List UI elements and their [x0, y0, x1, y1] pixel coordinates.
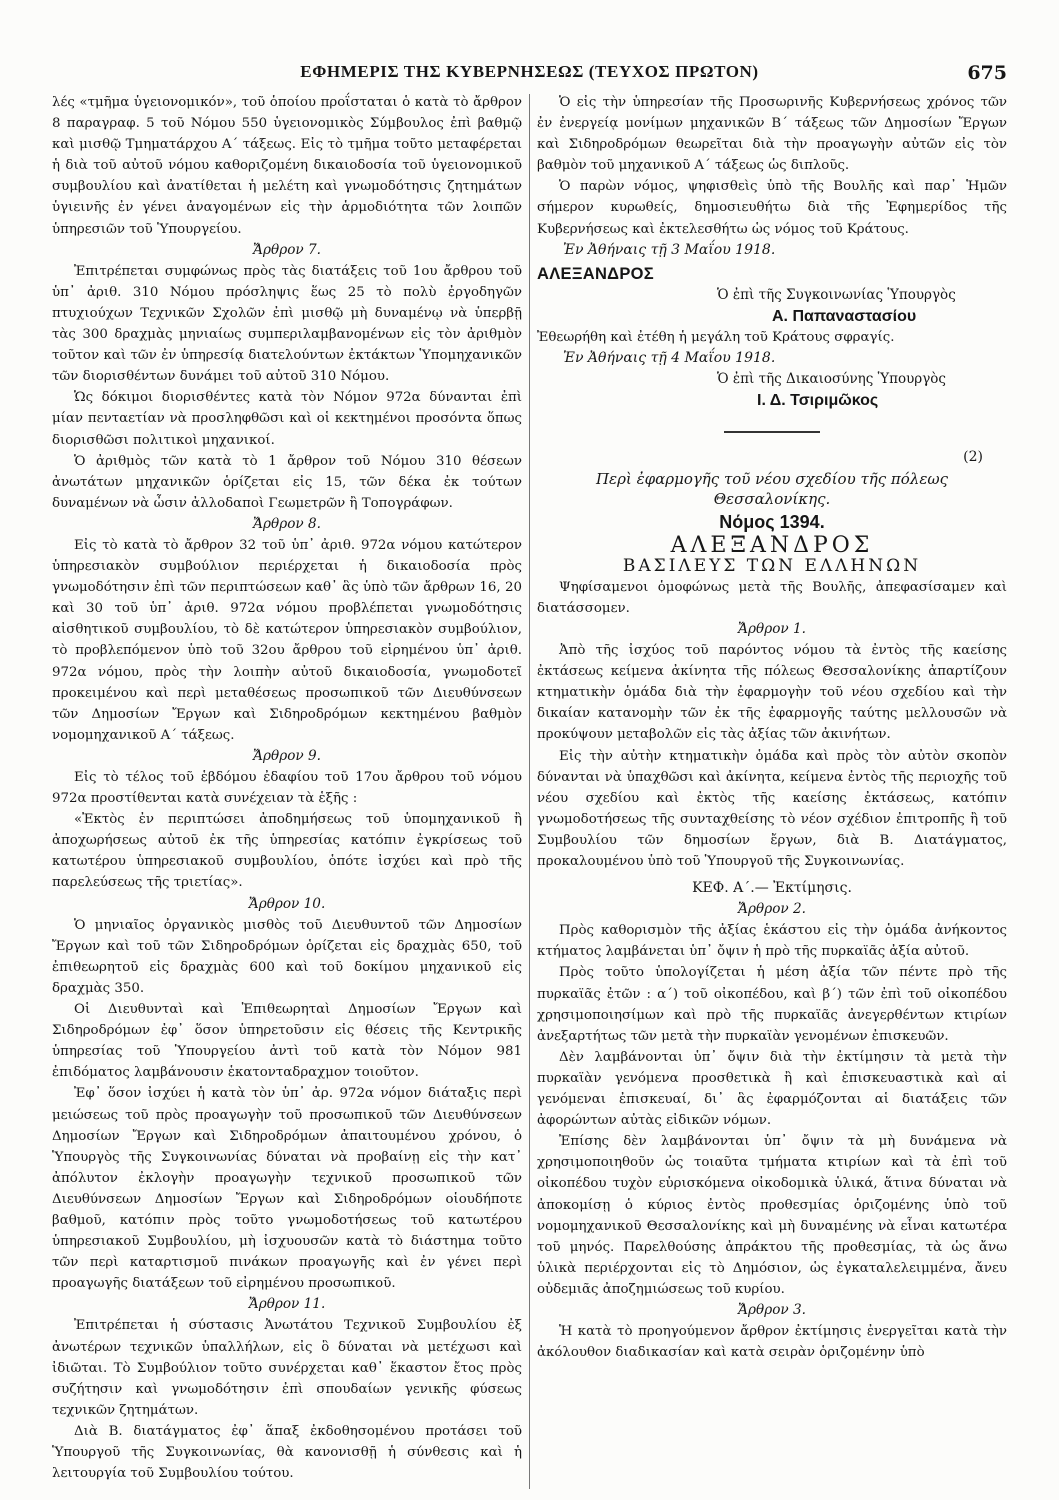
paragraph: Ἀπὸ τῆς ἰσχύος τοῦ παρόντος νόμου τὰ ἐντὸς τῆς καείσης ἐκτάσεως κείμενα ἀκίνητα τῆς πόλεως Θεσσαλονίκης ἀπαρτίζουν κτηματικὴν ὁμάδα διὰ τὴν ἐφαρμογὴν τοῦ νέου σχεδίου καὶ τὴν δικαίαν κατανομὴν τῶν ἐκ τῆς ἐφαρμογῆς ταύτης μελλουσῶν νὰ προκύψουν μεταβολῶν εἰς τὰς ἀξίας τῶν ἀκινήτων. [537, 643, 1007, 743]
king-subtitle: ΒΑΣΙΛΕΥΣ ΤΩΝ ΕΛΛΗΝΩΝ [622, 555, 922, 576]
minister-name: Α. Παπαναστασίου [772, 307, 917, 325]
law-index: (2) [963, 449, 983, 466]
article-heading: Ἄρθρον 11. [248, 1296, 326, 1313]
paragraph: Εἰς τὸ κατὰ τὸ ἄρθρον 32 τοῦ ὑπ᾽ ἀριθ. 972α νόμου κατώτερον ὑπηρεσιακὸν συμβούλιον περιέρχεται ἡ δικαιοδοσία πρὸς γνωμοδότησιν ἐπὶ τῶν περιπτώσεων καθ᾽ ἃς ὑπὸ τῶν ἄρθρων 16, 20 καὶ 30 τοῦ ὑπ᾽ ἀριθ. 972α νόμου προβλέπεται γνωμοδότησις αἰσθητικοῦ συμβουλίου, τὸ δὲ κατώτερον ὑπηρεσιακὸν συμβούλιον, τὸ προβλεπόμενον ὑπὸ τοῦ 32ου ἄρθρου τοῦ εἰρημένου ὑπ᾽ ἀριθ. 972α νόμου, πρὸς τὴν λοιπὴν αὐτοῦ δικαιοδοσία, γνωμοδοτεῖ προκειμένου καὶ περὶ μεταθέσεως προσωπικοῦ τῶν Διευθύνσεων τῶν Δημοσίων Ἔργων καὶ Σιδηροδρόμων κεκτημένου βαθμὸν νομομηχανικοῦ Α΄ τάξεως. [52, 537, 522, 743]
law-subject: Περὶ ἐφαρμογῆς τοῦ νέου σχεδίου τῆς πόλεως Θεσσαλονίκης. [595, 469, 949, 508]
article-heading: Ἄρθρον 2. [738, 901, 806, 918]
king-heading: ΑΛΕΞΑΝΔΡΟΣ [670, 532, 874, 558]
right-column [537, 92, 1007, 1363]
seal-statement: Ἐθεωρήθη καὶ ἐτέθη ἡ μεγάλη τοῦ Κράτους σφραγίς. [537, 330, 895, 346]
paragraph: Δὲν λαμβάνονται ὑπ᾽ ὄψιν διὰ τὴν ἐκτίμησιν τὰ μετὰ τὴν πυρκαϊὰν γενόμενα προσθετικὰ ἢ καὶ ἐπισκευαστικὰ καὶ αἱ γενόμεναι ἐπισκευαί, δι᾽ ἃς ἐφαρμόζονται αἱ διατάξεις τῶν ἀφορώντων αὐτὰς εἰδικῶν νόμων. [537, 1049, 1007, 1129]
paragraph: Ἐπίσης δὲν λαμβάνονται ὑπ᾽ ὄψιν τὰ μὴ δυνάμενα νὰ χρησιμοποιηθοῦν ὡς τοιαῦτα τμήματα κτιρίων καὶ τὰ ἐπὶ τοῦ οἰκοπέδου τυχὸν εὑρισκόμενα οἰκοδομικὰ ὑλικά, ἅτινα δύναται νὰ ἀποκομίσῃ ὁ κύριος ἐντὸς προθεσμίας ὁριζομένης ὑπὸ τοῦ νομομηχανικοῦ Θεσσαλονίκης καὶ μὴ δυναμένης νὰ εἶναι κατωτέρα τοῦ μηνός. Παρελθούσης ἀπράκτου τῆς προθεσμίας, τὰ ὡς ἄνω ὑλικὰ περιέρχονται εἰς τὸ Δημόσιον, ὡς ἐγκαταλελειμμένα, ἄνευ οὐδεμιᾶς ἀποζημιώσεως τοῦ κυρίου. [537, 1134, 1007, 1297]
paragraph: Εἰς τὸ τέλος τοῦ ἑβδόμου ἐδαφίου τοῦ 17ου ἄρθρου τοῦ νόμου 972α προστίθενται κατὰ συνέχειαν τὰ ἑξῆς : [52, 770, 522, 807]
left-column [52, 92, 522, 1484]
paragraph: λές «τμῆμα ὑγειονομικόν», τοῦ ὁποίου προΐσταται ὁ κατὰ τὸ ἄρθρον 8 παραγραφ. 5 τοῦ Νόμου 550 ὑγειονομικὸς Σύμβουλος ἐπὶ βαθμῷ καὶ μισθῷ Τμηματάρχου Α΄ τάξεως. Εἰς τὸ τμῆμα τοῦτο μεταφέρεται ἡ διὰ τοῦ αὐτοῦ νόμου καθοριζομένη δικαιοδοσία τοῦ ὑγειονομικοῦ συμβουλίου καὶ ἀνατίθεται ἡ μελέτη καὶ γνωμοδότησις ζητημάτων ὑγιεινῆς ἐν γένει ἀναγομένων εἰς τὴν ἁρμοδιότητα τῶν λοιπῶν ὑπηρεσιῶν τοῦ Ὑπουργείου. [52, 95, 522, 237]
paragraph: Ὁ παρὼν νόμος, ψηφισθεὶς ὑπὸ τῆς Βουλῆς καὶ παρ᾽ Ἡμῶν σήμερον κυρωθείς, δημοσιευθήτω διὰ τῆς Ἐφημερίδος τῆς Κυβερνήσεως καὶ ἐκτελεσθήτω ὡς νόμος τοῦ Κράτους. [537, 179, 1007, 237]
seal-date: Ἐν Ἀθήναις τῇ 4 Μαΐου 1918. [563, 350, 776, 367]
paragraph: Ὁ ἀριθμὸς τῶν κατὰ τὸ 1 ἄρθρον τοῦ Νόμου 310 θέσεων ἀνωτάτων μηχανικῶν ὁρίζεται εἰς 15, τῶν δέκα ἐκ τούτων δυναμένων νὰ ὦσιν ἀλλοδαποὶ Γεωμετρῶν ἢ Τοπογράφων. [52, 453, 522, 511]
chapter-heading: ΚΕΦ. Α΄.— Ἐκτίμησις. [692, 880, 852, 897]
paragraph: Ἐπιτρέπεται συμφώνως πρὸς τὰς διατάξεις τοῦ 1ου ἄρθρου τοῦ ὑπ᾽ ἀριθ. 310 Νόμου πρόσληψις ἕως 25 τὸ πολὺ ἐργοδηγῶν πτυχιούχων Τεχνικῶν Σχολῶν ἐπὶ μισθῷ μὴ δυναμένῳ νὰ ὑπερβῇ τὰς 300 δραχμὰς μηνιαίως συμπεριλαμβανομένων εἰς τὸν ἀριθμὸν τοῦτον καὶ τῶν ἐν ὑπηρεσίᾳ διατελούντων ἐκτάκτων Ὑπομηχανικῶν τῶν διορισθέντων δυνάμει τοῦ αὐτοῦ 310 Νόμου. [52, 263, 522, 385]
signing-date: Ἐν Ἀθήναις τῇ 3 Μαΐου 1918. [563, 241, 776, 258]
column-divider [529, 94, 530, 1489]
article-heading: Ἄρθρον 10. [248, 895, 326, 912]
article-heading: Ἄρθρον 8. [253, 515, 321, 532]
minister-name: Ι. Δ. Τσιριμῶκος [757, 392, 879, 410]
minister-title: Ὁ ἐπὶ τῆς Συγκοινωνίας Ὑπουργὸς [717, 286, 956, 303]
paragraph: Εἰς τὴν αὐτὴν κτηματικὴν ὁμάδα καὶ πρὸς τὸν αὐτὸν σκοπὸν δύνανται νὰ ὑπαχθῶσι καὶ ἀκίνητα, κείμενα ἐντὸς τῆς περιοχῆς τοῦ νέου σχεδίου καὶ ἐκτὸς τῆς καείσης ἐκτάσεως, κατόπιν γνωμοδοτήσεως τῆς συνταχθείσης τὸ νέον σχέδιον ἐπιτροπῆς ἢ τοῦ Συμβουλίου τῶν δημοσίων ἔργων, διὰ Β. Διατάγματος, προκαλουμένου ὑπὸ τοῦ Ὑπουργοῦ τῆς Συγκοινωνίας. [537, 748, 1007, 869]
law-number: Νόμος 1394. [719, 511, 825, 532]
article-heading: Ἄρθρον 3. [738, 1301, 806, 1318]
paragraph: «Ἐκτὸς ἐν περιπτώσει ἀποδημήσεως τοῦ ὑπομηχανικοῦ ἢ ἀποχωρήσεως αὐτοῦ ἐκ τῆς ὑπηρεσίας κατόπιν ἐγκρίσεως τοῦ κατωτέρου ὑπηρεσιακοῦ συμβουλίου, ὁπότε ἰσχύει καὶ πρὸ τῆς παρελεύσεως τῆς τριετίας». [52, 812, 522, 891]
paragraph: Ἐπιτρέπεται ἡ σύστασις Ἀνωτάτου Τεχνικοῦ Συμβουλίου ἐξ ἀνωτέρων τεχνικῶν ὑπαλλήλων, εἰς ὃ δύναται νὰ μετέχωσι καὶ ἰδιῶται. Τὸ Συμβούλιον τοῦτο συνέρχεται καθ᾽ ἕκαστον ἔτος πρὸς συζήτησιν καὶ γνωμοδότησιν ἐπὶ σπουδαίων γενικῆς φύσεως τεχνικῶν ζητημάτων. [52, 1318, 522, 1418]
paragraph: Ἡ κατὰ τὸ προηγούμενον ἄρθρον ἐκτίμησις ἐνεργεῖται κατὰ τὴν ἀκόλουθον διαδικασίαν καὶ κατὰ σειρὰν ὁριζομένην ὑπὸ [537, 1324, 1007, 1361]
article-heading: Ἄρθρον 1. [738, 620, 806, 637]
article-heading: Ἄρθρον 9. [253, 747, 321, 764]
article-heading: Ἄρθρον 7. [253, 241, 321, 258]
paragraph: Διὰ Β. διατάγματος ἐφ᾽ ἅπαξ ἐκδοθησομένου προτάσει τοῦ Ὑπουργοῦ τῆς Συγκοινωνίας, θὰ κανονισθῇ ἡ σύνθεσις καὶ ἡ λειτουργία τοῦ Συμβουλίου τούτου. [52, 1423, 522, 1482]
king-signature: ΑΛΕΞΑΝΔΡΟΣ [537, 264, 654, 283]
paragraph: Οἱ Διευθυνταὶ καὶ Ἐπιθεωρηταὶ Δημοσίων Ἔργων καὶ Σιδηροδρόμων ἐφ᾽ ὅσον ὑπηρετοῦσιν εἰς θέσεις τῆς Κεντρικῆς ὑπηρεσίας τοῦ Ὑπουργείου ἀντὶ τοῦ κατὰ τὸν Νόμον 981 ἐπιδόματος λαμβάνουσιν ἑκατονταδραχμον τοιοῦτον. [52, 1002, 522, 1081]
gazette-title: ΕΦΗΜΕΡΙΣ ΤΗΣ ΚΥΒΕΡΝΗΣΕΩΣ (ΤΕΥΧΟΣ ΠΡΩΤΟΝ) [300, 62, 759, 81]
paragraph: Ἐφ᾽ ὅσον ἰσχύει ἡ κατὰ τὸν ὑπ᾽ ἀρ. 972α νόμον διάταξις περὶ μειώσεως τοῦ πρὸς προαγωγὴν τοῦ προσωπικοῦ τῶν Διευθύνσεων Δημοσίων Ἔργων καὶ Σιδηροδρόμων ἀπαιτουμένου χρόνου, ὁ Ὑπουργὸς τῆς Συγκοινωνίας δύναται νὰ προβαίνῃ εἰς τὴν κατ᾽ ἀπόλυτον ἐκλογὴν προαγωγὴν τεχνικοῦ προσωπικοῦ τῶν Διευθύνσεων Δημοσίων Ἔργων καὶ Σιδηροδρόμων οἱουδήποτε βαθμοῦ, κατόπιν πρὸς τοῦτο γνωμοδοτήσεως τοῦ κατωτέρου ὑπηρεσιακοῦ Συμβουλίου, μὴ ἰσχυουσῶν κατὰ τὸ διάστημα τοῦτο τῶν περὶ καταρτισμοῦ πινάκων προαγωγῆς καὶ ἐν γένει περὶ προαγωγῆς διατάξεων τοῦ εἰρημένου προσωπικοῦ. [52, 1086, 522, 1292]
page-header [52, 62, 1007, 86]
minister-title: Ὁ ἐπὶ τῆς Δικαιοσύνης Ὑπουργὸς [717, 371, 946, 388]
paragraph: Ὁ εἰς τὴν ὑπηρεσίαν τῆς Προσωρινῆς Κυβερνήσεως χρόνος τῶν ἐν ἐνεργείᾳ μονίμων μηχανικῶν Β΄ τάξεως τῶν Δημοσίων Ἔργων καὶ Σιδηροδρόμων θεωρεῖται διὰ τὴν προαγωγὴν αὐτῶν εἰς τὸν βαθμὸν τοῦ μηχανικοῦ Α΄ τάξεως ὡς διπλοῦς. [537, 95, 1007, 174]
paragraph: Πρὸς τοῦτο ὑπολογίζεται ἡ μέση ἀξία τῶν πέντε πρὸ τῆς πυρκαϊᾶς ἐτῶν : α΄) τοῦ οἰκοπέδου, καὶ β΄) τῶν ἐπὶ τοῦ οἰκοπέδου χρησιμοποιησίμων καὶ πρὸ τῆς πυρκαϊᾶς ἀνεγερθέντων κτιρίων ἀνεξαρτήτως τῶν μετὰ τὴν πυρκαϊὰν γενομένων ἐπισκευῶν. [537, 965, 1007, 1044]
paragraph: Ὡς δόκιμοι διορισθέντες κατὰ τὸν Νόμον 972α δύνανται ἐπὶ μίαν πενταετίαν νὰ προσληφθῶσι καὶ οἱ κεκτημένοι προσόντα ὅπως διορισθῶσι πολιτικοὶ μηχανικοί. [52, 390, 522, 448]
page-number: 675 [967, 62, 1007, 84]
paragraph: Ψηφίσαμενοι ὁμοφώνως μετὰ τῆς Βουλῆς, ἀπεφασίσαμεν καὶ διατάσσομεν. [537, 579, 1007, 616]
section-divider [724, 431, 820, 433]
paragraph: Πρὸς καθορισμὸν τῆς ἀξίας ἑκάστου εἰς τὴν ὁμάδα ἀνήκοντος κτήματος λαμβάνεται ὑπ᾽ ὄψιν ἡ πρὸ τῆς πυρκαϊᾶς ἀξία αὐτοῦ. [537, 923, 1007, 960]
paragraph: Ὁ μηνιαῖος ὀργανικὸς μισθὸς τοῦ Διευθυντοῦ τῶν Δημοσίων Ἔργων καὶ τοῦ τῶν Σιδηροδρόμων ὁρίζεται εἰς δραχμὰς 650, τοῦ ἐπιθεωρητοῦ εἰς δραχμὰς 600 καὶ τοῦ δοκίμου μηχανικοῦ εἰς δραχμὰς 350. [52, 917, 522, 996]
